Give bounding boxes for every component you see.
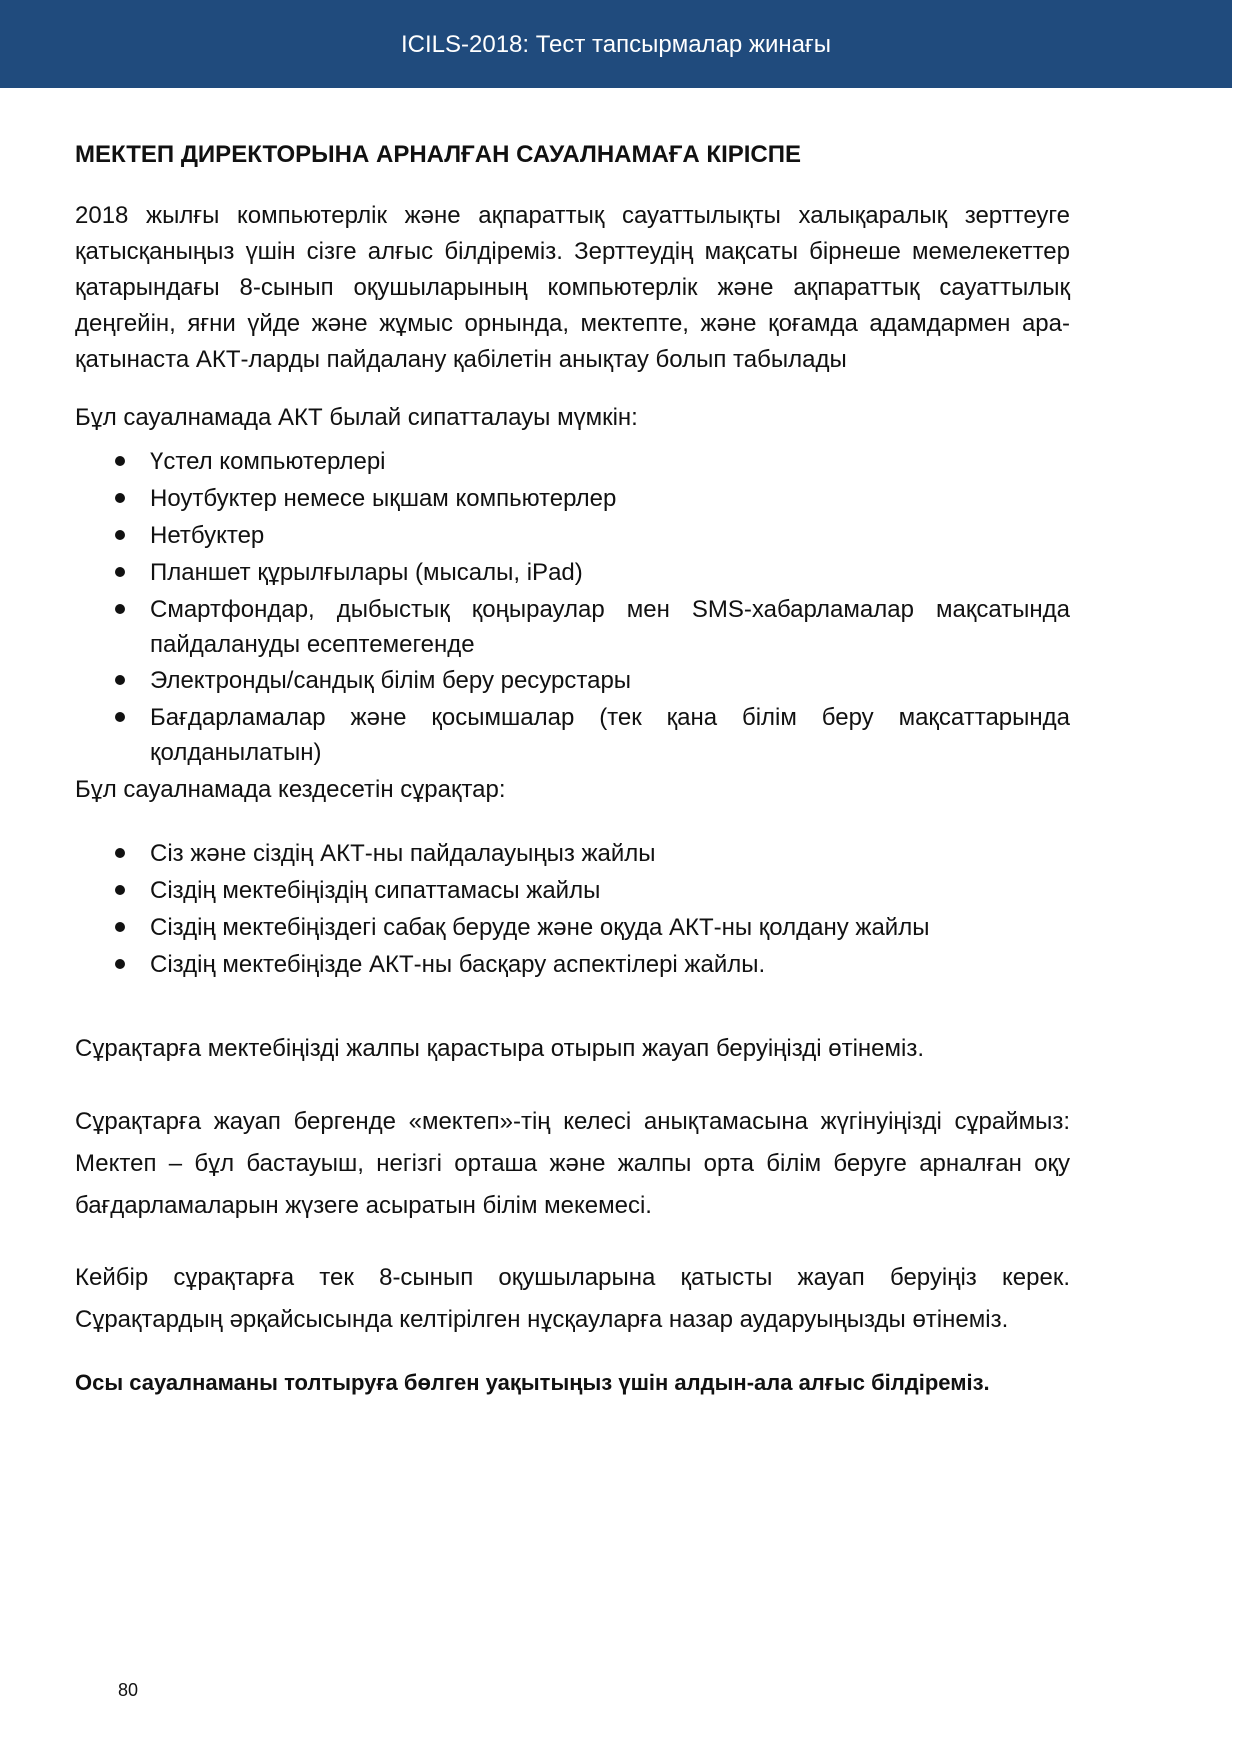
list-item-text: Бағдарламалар және қосымшалар (тек қана білім беру мақсаттарында қолданылатын) (150, 704, 1070, 766)
list-item (150, 592, 1070, 662)
header-title: ICILS-2018: Тест тапсырмалар жинағы (400, 31, 831, 58)
list-item-text: Сіз және сіздің АКТ-ны пайдалауыңыз жайлы (150, 840, 656, 867)
page-header-bar (0, 0, 1232, 88)
list-item-text: Смартфондар, дыбыстық қоңыраулар мен SMS-хабарламалар мақсатында пайдалануды есептемегенде (150, 596, 1070, 658)
list-item (150, 836, 1070, 872)
list-item-text: Сіздің мектебіңізде АКТ-ны басқару аспектілері жайлы. (150, 951, 766, 978)
question-topics-list (75, 836, 1070, 983)
document-body (75, 140, 1070, 1397)
list-item-text: Ноутбуктер немесе ықшам компьютерлер (150, 485, 617, 512)
bullet-icon (115, 456, 125, 466)
list-item-text: Нетбуктер (150, 522, 265, 549)
bullet-icon (115, 885, 125, 895)
page-number: 80 (118, 1680, 139, 1700)
bullet-icon (115, 493, 125, 503)
list-item-text: Сіздің мектебіңіздің сипаттамасы жайлы (150, 877, 601, 904)
list-item-text: Электронды/сандық білім беру ресурстары (150, 667, 632, 694)
list-item (150, 663, 1070, 699)
ict-intro-paragraph: Бұл сауалнамада АКТ былай сипатталауы мүмкін: (75, 404, 638, 431)
bullet-icon (115, 604, 125, 614)
grade8-note-paragraph: Кейбір сұрақтарға тек 8-сынып оқушыларына қатысты жауап беруіңіз керек. Сұрақтардың әрқайсысында келтірілген нұсқауларға назар аударуыңызды өтінеміз. (75, 1264, 1070, 1333)
ict-list (75, 444, 1070, 770)
bullet-icon (115, 712, 125, 722)
list-item (150, 873, 1070, 909)
questions-intro-paragraph: Бұл сауалнамада кездесетін сұрақтар: (75, 776, 506, 803)
thanks-paragraph: Осы сауалнаманы толтыруға бөлген уақытыңыз үшін алдын-ала алғыс білдіреміз. (75, 1370, 990, 1395)
list-item-text: Үстел компьютерлері (150, 448, 386, 475)
list-item-text: Планшет құрылғылары (мысалы, iPad) (150, 559, 583, 586)
section-heading: МЕКТЕП ДИРЕКТОРЫНА АРНАЛҒАН САУАЛНАМАҒА КІРІСПЕ (75, 141, 801, 168)
list-item (150, 555, 1070, 591)
bullet-icon (115, 922, 125, 932)
list-item (150, 700, 1070, 770)
bullet-icon (115, 567, 125, 577)
list-item (150, 444, 1070, 480)
list-item (150, 910, 1070, 946)
intro-paragraph: 2018 жылғы компьютерлік және ақпараттық сауаттылықты халықаралық зерттеуге қатысқаныңыз үшін сізге алғыс білдіреміз. Зерттеудің мақсаты бірнеше мемелекеттер қатарындағы 8-сынып оқушыларының компьютерлік және ақпараттық сауаттылық деңгейін, яғни үйде және жұмыс орнында, мектепте, және қоғамда адамдармен ара-қатынаста АКТ-ларды пайдалану қабілетін анықтау болып табылады (75, 202, 1070, 373)
bullet-icon (115, 530, 125, 540)
list-item (150, 518, 1070, 554)
school-definition-paragraph: Сұрақтарға жауап бергенде «мектеп»-тің келесі анықтамасына жүгінуіңізді сұраймыз: Мектеп – бұл бастауыш, негізгі орташа және жалпы орта білім беруге арналған оқу бағдарламаларын жүзеге асыратын білім мекемесі. (75, 1108, 1070, 1219)
bullet-icon (115, 848, 125, 858)
answer-instruction-paragraph: Сұрақтарға мектебіңізді жалпы қарастыра отырып жауап беруіңізді өтінеміз. (75, 1035, 925, 1062)
list-item (150, 947, 1070, 983)
list-item (150, 481, 1070, 517)
bullet-icon (115, 675, 125, 685)
bullet-icon (115, 959, 125, 969)
list-item-text: Сіздің мектебіңіздегі сабақ беруде және оқуда АКТ-ны қолдану жайлы (150, 914, 930, 941)
